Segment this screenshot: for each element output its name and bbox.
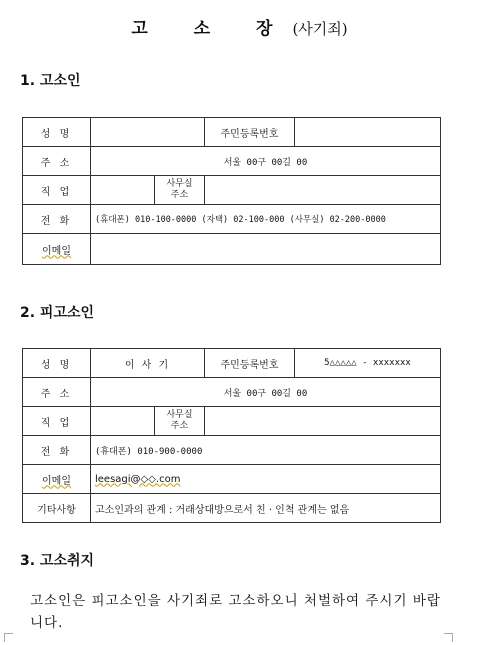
id-number-field[interactable]: [295, 118, 441, 147]
table-row: [23, 436, 441, 465]
page-corner-marker: [4, 633, 13, 642]
job-field[interactable]: [91, 407, 155, 436]
purpose-heading: 3. 고소취지: [20, 553, 95, 569]
job-label: 직 업: [23, 176, 91, 205]
phone-field[interactable]: (휴대폰) 010-900-0000: [91, 436, 441, 465]
name-field[interactable]: [91, 118, 205, 147]
office-address-field[interactable]: [205, 407, 441, 436]
id-number-field[interactable]: 5△△△△△ - xxxxxxx: [295, 349, 441, 378]
id-number-label: 주민등록번호: [205, 118, 295, 147]
office-label-line2: 주소: [170, 421, 189, 431]
purpose-text: 고소인은 피고소인을 사기죄로 고소하오니 처벌하여 주시기 바랍니다.: [30, 593, 441, 631]
address-field[interactable]: 서울 00구 00길 00: [91, 378, 441, 407]
other-label: 기타사항: [23, 494, 91, 523]
title-main: 고 소 장: [131, 19, 293, 39]
address-label: 주 소: [23, 378, 91, 407]
title-sub: (사기죄): [292, 20, 348, 38]
job-label: 직 업: [23, 407, 91, 436]
email-label-cell: [23, 465, 91, 494]
id-number-label: 주민등록번호: [205, 349, 295, 378]
office-label-line1: 사무실: [166, 179, 193, 189]
name-field[interactable]: 이 사 기: [91, 349, 205, 378]
other-field[interactable]: 고소인과의 관계 : 거래상대방으로서 친 · 인척 관계는 없음: [91, 494, 441, 523]
table-row: [23, 147, 441, 176]
page-corner-marker: [444, 633, 453, 642]
phone-label: 전 화: [23, 436, 91, 465]
table-row: [23, 205, 441, 234]
table-row: [23, 349, 441, 378]
phone-field[interactable]: (휴대폰) 010-100-0000 (자택) 02-100-000 (사무실) 02-200-0000: [91, 205, 441, 234]
office-label-line1: 사무실: [166, 410, 193, 420]
name-label: 성 명: [23, 349, 91, 378]
office-address-label: [155, 176, 205, 205]
complainant-heading: 1. 고소인: [20, 73, 81, 89]
address-label: 주 소: [23, 147, 91, 176]
table-row: [23, 234, 441, 265]
office-address-label: [155, 407, 205, 436]
table-row: [23, 494, 441, 523]
office-label-line2: 주소: [170, 190, 189, 200]
name-label: 성 명: [23, 118, 91, 147]
email-field-cell[interactable]: [91, 465, 441, 494]
table-row: [23, 176, 441, 205]
email-field: leesagi@◇◇.com: [95, 473, 181, 485]
table-row: [23, 378, 441, 407]
email-label: 이메일: [42, 475, 71, 487]
defendant-heading: 2. 피고소인: [20, 305, 95, 321]
email-field[interactable]: [91, 234, 441, 265]
table-row: [23, 118, 441, 147]
phone-label: 전 화: [23, 205, 91, 234]
office-address-field[interactable]: [205, 176, 441, 205]
defendant-table: [22, 348, 441, 523]
table-row: [23, 465, 441, 494]
address-field[interactable]: 서울 00구 00길 00: [91, 147, 441, 176]
job-field[interactable]: [91, 176, 155, 205]
document-title: [0, 14, 479, 39]
email-label-cell: [23, 234, 91, 265]
table-row: [23, 407, 441, 436]
complainant-table: [22, 117, 441, 265]
email-label: 이메일: [42, 245, 71, 257]
